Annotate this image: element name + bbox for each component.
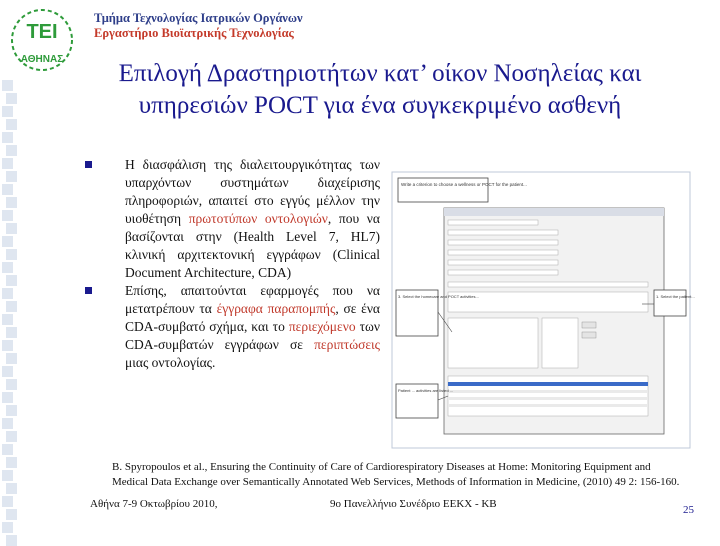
callout-top: Write a criterion to choose a wellness or POCT for the patient...: [401, 182, 527, 187]
bullet-text: Η διασφάλιση της διαλειτουργικότητας των υπαρχόντων συστημάτων διαχείρισης πληροφοριών, απαιτεί στο εγγύς μέλλον την υιοθέτηση: [125, 157, 380, 226]
decorative-square: [2, 496, 13, 507]
highlight-text: πρωτοτύπων οντολογιών: [188, 211, 328, 226]
decorative-square-strip: [0, 0, 18, 540]
citation-line2: Medical Data Exchange over Semantically Annotated Web Services, Methods of Information in Medicine, (2010) 49 2: 156-160.: [112, 476, 680, 488]
bullet-text: , που να βασίζονται στην (Health Level 7, HL7) κλινική αρχιτεκτονική εγγράφων (Clinical Document Architecture, CDA): [125, 211, 380, 280]
decorative-square: [6, 379, 17, 390]
decorative-square: [6, 275, 17, 286]
callout-right: 1. Select the patient...: [656, 294, 695, 299]
decorative-square: [2, 262, 13, 273]
decorative-square: [2, 210, 13, 221]
bullet-list: [82, 156, 380, 372]
application-screenshot-figure: [392, 172, 695, 448]
citation: [112, 460, 702, 490]
decorative-square: [2, 470, 13, 481]
decorative-square: [6, 197, 17, 208]
decorative-square: [6, 119, 17, 130]
decorative-square: [2, 132, 13, 143]
institution-department: Τμήμα Τεχνολογίας Ιατρικών Οργάνων: [94, 11, 303, 25]
decorative-square: [6, 145, 17, 156]
bullet-square-icon: [85, 161, 92, 168]
slide-title: [40, 58, 720, 122]
page-number: 25: [683, 504, 694, 516]
decorative-square: [2, 236, 13, 247]
bullet-text: μιας οντολογίας.: [125, 355, 216, 370]
slide-title-line1: Επιλογή Δραστηριοτήτων κατ’ οίκον Νοσηλείας και: [118, 60, 642, 87]
highlight-text: περιεχόμενο: [288, 319, 356, 334]
callout-left: 3. Select the homecare and POCT activities...: [398, 294, 479, 299]
decorative-square: [6, 483, 17, 494]
decorative-square: [2, 366, 13, 377]
institution-header: [94, 11, 303, 41]
decorative-square: [6, 405, 17, 416]
decorative-square: [2, 418, 13, 429]
citation-line1: B. Spyropoulos et al., Ensuring the Continuity of Care of Cardiorespiratory Diseases at Home: Monitoring Equipment and: [112, 461, 651, 473]
bullet-square-icon: [85, 287, 92, 294]
highlight-text: περιπτώσεις: [314, 337, 380, 352]
logo-arc-text: ΑΘΗΝΑΣ: [20, 54, 64, 65]
callout-bottom: Patient ... activities are listed ...: [398, 388, 454, 393]
decorative-square: [6, 93, 17, 104]
decorative-square: [2, 314, 13, 325]
decorative-square: [2, 106, 13, 117]
decorative-square: [6, 223, 17, 234]
decorative-square: [6, 353, 17, 364]
decorative-square: [2, 522, 13, 533]
decorative-square: [6, 509, 17, 520]
bullet-text: των CDA-συμβατών εγγράφων σε: [125, 319, 380, 352]
decorative-square: [2, 184, 13, 195]
decorative-square: [6, 249, 17, 260]
bullet-text: , σε ένα CDA-συμβατό σχήμα, και το: [125, 301, 381, 334]
decorative-square: [2, 288, 13, 299]
decorative-square: [6, 535, 17, 546]
bullet-item-interoperability: [82, 156, 380, 282]
institution-lab: Εργαστήριο Βιοϊατρικής Τεχνολογίας: [94, 26, 294, 40]
decorative-square: [6, 171, 17, 182]
bullet-item-applications: [82, 282, 380, 372]
decorative-square: [6, 301, 17, 312]
footer-date-place: Αθήνα 7-9 Οκτωβρίου 2010,: [90, 498, 218, 510]
bullet-text: Επίσης, απαιτούνται εφαρμογές που να μετατρέπουν τα: [125, 283, 380, 316]
decorative-square: [2, 444, 13, 455]
decorative-square: [6, 457, 17, 468]
footer-conference: 9ο Πανελλήνιο Συνέδριο ΕΕΚΧ - ΚΒ: [330, 498, 497, 510]
decorative-square: [2, 158, 13, 169]
logo-letters: ΤΕΙ: [26, 21, 58, 43]
highlight-text: έγγραφα παραπομπής: [216, 301, 336, 316]
decorative-square: [2, 392, 13, 403]
slide-title-line2: υπηρεσιών POCT για ένα συγκεκριμένο ασθενή: [138, 92, 622, 119]
decorative-square: [6, 431, 17, 442]
decorative-square: [2, 80, 13, 91]
decorative-square: [6, 327, 17, 338]
decorative-square: [2, 340, 13, 351]
